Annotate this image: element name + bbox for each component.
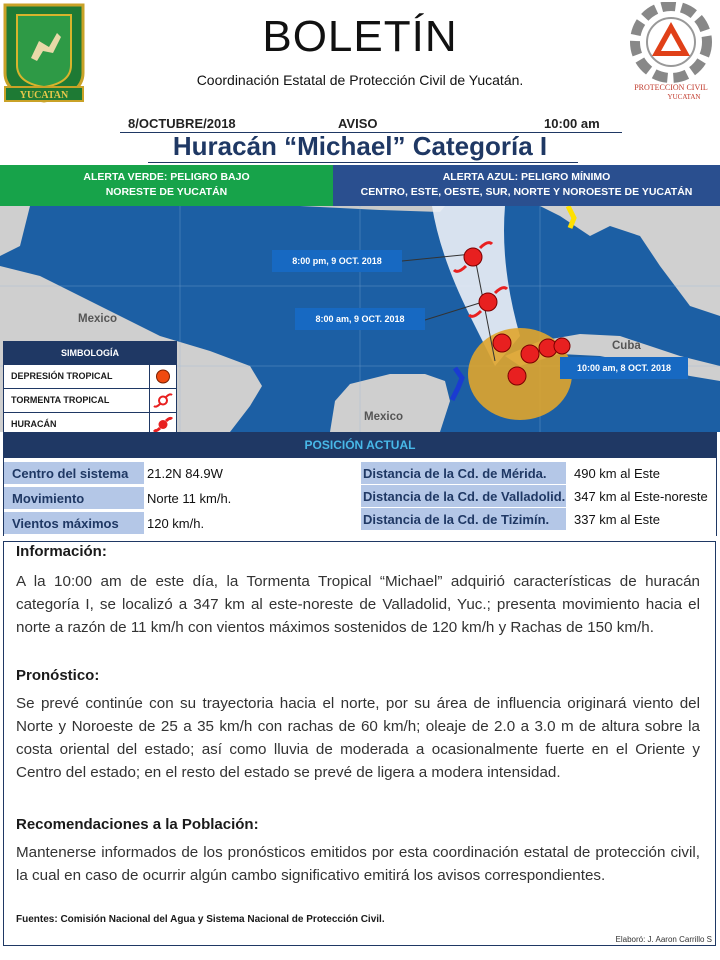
legend-title: SIMBOLOGÍA (4, 342, 176, 364)
position-value-tizimin: 337 km al Este (574, 512, 660, 527)
position-label-tizimin: Distancia de la Cd. de Tizimín. (361, 508, 566, 530)
blue-alert-box (333, 165, 720, 206)
green-alert-area: NORESTE DE YUCATÁN (105, 186, 228, 198)
current-position-header: POSICIÓN ACTUAL (3, 432, 717, 458)
legend-item-label: TORMENTA TROPICAL (11, 395, 110, 405)
bulletin-date: 8/OCTUBRE/2018 (128, 116, 236, 131)
position-value-center: 21.2N 84.9W (147, 466, 223, 481)
proteccion-civil-logo (628, 2, 714, 102)
storm-headline: Huracán “Michael” Categoría I (172, 131, 548, 161)
bulletin-time: 10:00 am (544, 116, 600, 131)
blue-alert-area: CENTRO, ESTE, OESTE, SUR, NORTE Y NOROESTE DE YUCATÁN (360, 186, 693, 198)
track-callout-2: 8:00 am, 9 OCT. 2018 (295, 308, 425, 330)
map-label-cuba: Cuba (612, 340, 641, 352)
position-value-movement: Norte 11 km/h. (147, 491, 232, 506)
tropical-depression-icon (149, 365, 176, 388)
legend-item-label: DEPRESIÓN TROPICAL (11, 371, 113, 381)
position-label-movement: Movimiento (4, 487, 144, 509)
map-label-mexico-south: Mexico (364, 411, 403, 423)
current-position-table (3, 458, 717, 536)
notice-label: AVISO (338, 116, 378, 131)
bulletin-title: BOLETÍN (262, 12, 458, 61)
legend-item (4, 388, 176, 412)
green-alert-title: ALERTA VERDE: PELIGRO BAJO (83, 171, 250, 183)
blue-alert-title: ALERTA AZUL: PELIGRO MÍNIMO (442, 171, 611, 183)
position-label-center: Centro del sistema (4, 462, 144, 484)
position-label-winds: Vientos máximos (4, 512, 144, 534)
author-credit: Elaboró: J. Aaron Carrillo S (615, 935, 712, 944)
map-legend (3, 341, 177, 437)
recommendations-title: Recomendaciones a la Población: (16, 816, 259, 833)
position-label-merida: Distancia de la Cd. de Mérida. (361, 462, 566, 484)
legend-item-label: HURACÁN (11, 419, 57, 429)
position-label-valladolid: Distancia de la Cd. de Valladolid. (361, 485, 566, 507)
position-value-valladolid: 347 km al Este-noreste (574, 489, 708, 504)
green-alert-box (0, 165, 333, 206)
information-text: A la 10:00 am de este día, la Tormenta Tropical “Michael” adquirió características de huracán categoría I, se localizó a 347 km al este-noreste de Valladolid, Yuc.; presenta movimiento hacia el norte a razón de 11 km/h con vientos máximos sostenidos de 120 km/h y Rachas de 150 km/h. (16, 573, 700, 636)
forecast-text: Se prevé continúe con su trayectoria hacia el norte, por su área de influencia originará viento del Norte y Noroeste de 25 a 35 km/h con rachas de 60 km/h; oleaje de 2.0 a 3.0 m de altura sobre la costa oriental del estado; así como lluvia de moderada a ocasionalmente fuerte en el Oriente y Centro del estado; en el resto del estado se prevé de ligera a modera intensidad. (16, 695, 700, 781)
legend-item (4, 364, 176, 388)
logo-right-text-2: YUCATAN (667, 93, 701, 101)
map-label-mexico-north: Mexico (78, 313, 117, 325)
sources-note: Fuentes: Comisión Nacional del Agua y Sistema Nacional de Protección Civil. (16, 914, 385, 925)
logo-left-text: YUCATAN (19, 90, 69, 101)
information-title: Información: (16, 543, 107, 560)
organization-subtitle: Coordinación Estatal de Protección Civil de Yucatán. (196, 72, 524, 88)
forecast-title: Pronóstico: (16, 667, 100, 684)
headline-rule (148, 162, 578, 163)
track-callout-3: 10:00 am, 8 OCT. 2018 (560, 357, 688, 379)
track-callout-1: 8:00 pm, 9 OCT. 2018 (272, 250, 402, 272)
tropical-storm-icon (149, 389, 176, 412)
position-value-merida: 490 km al Este (574, 466, 660, 481)
recommendations-text: Mantenerse informados de los pronósticos emitidos por esta coordinación estatal de protección civil, la cual en caso de ocurrir algún cambo significativo emitirá los avisos correspondientes. (16, 844, 700, 884)
position-value-winds: 120 km/h. (147, 516, 205, 531)
logo-right-text-1: PROTECCION CIVIL (634, 83, 708, 92)
